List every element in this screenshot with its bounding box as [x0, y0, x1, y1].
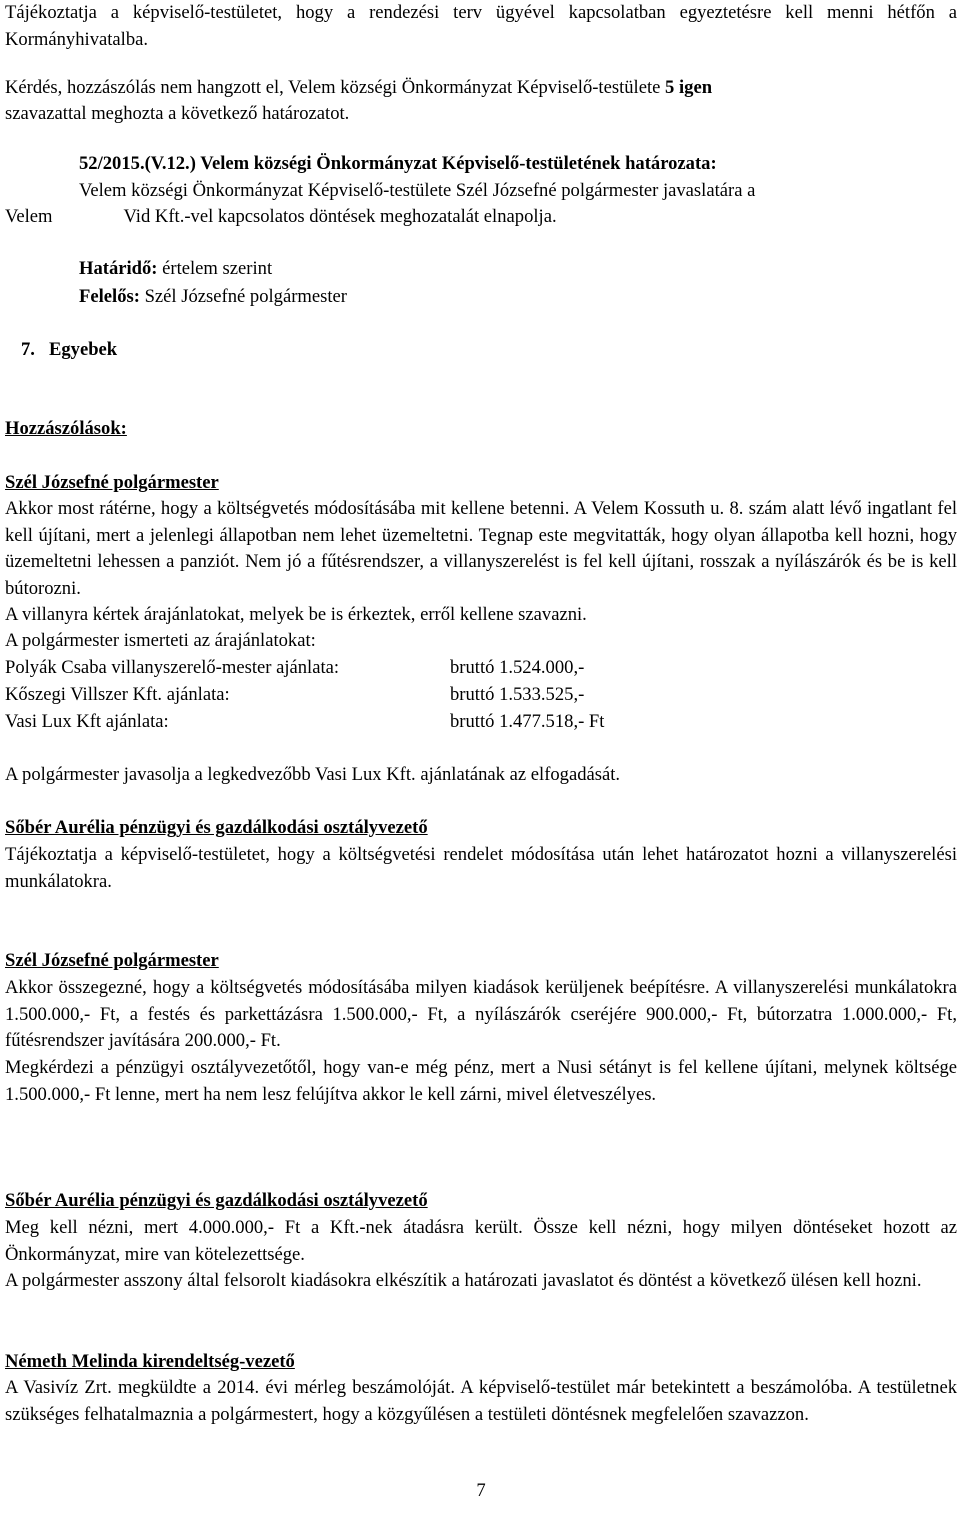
speaker-mayor-1: Szél Józsefné polgármester	[5, 472, 219, 493]
vote-text: Kérdés, hozzászólás nem hangzott el, Velem községi Önkormányzat Képviselő-testülete	[5, 77, 661, 98]
section-number: 7.	[21, 339, 35, 360]
offer-price: bruttó 1.477.518,- Ft	[450, 711, 605, 732]
vote-paragraph-line2: szavazattal meghozta a következő határozatot.	[5, 103, 350, 124]
mayor-1-line-b: A polgármester ismerteti az árajánlatokat:	[5, 630, 316, 651]
resolution-title: Velem községi Önkormányzat Képviselő-testületének határozata:	[200, 153, 717, 174]
mayor-2-text-2: Megkérdezi a pénzügyi osztályvezetőtől, hogy van-e még pénz, mert a Nusi sétányt is fel kellene újítani, melynek költsége 1.500.000,- Ft lenne, mert ha nem lesz felújítva akkor le kell zárni, mivel életveszélyes.	[5, 1057, 957, 1105]
notary-text: A Vasivíz Zrt. megküldte a 2014. évi mérleg beszámolóját. A képviselő-testület már betekintett a beszámolóba. A testületnek szükséges felhatalmaznia a polgármestert, hogy a közgyűlésen a testületi döntésnek megfelelően szavazzon.	[5, 1377, 957, 1425]
offer-row	[5, 655, 705, 681]
offer-name: Vasi Lux Kft ajánlata:	[5, 711, 169, 732]
mayor-1-line-a: A villanyra kértek árajánlatokat, melyek be is érkeztek, erről kellene szavazni.	[5, 604, 587, 625]
responsible-line	[79, 284, 347, 311]
deadline-line	[79, 256, 272, 283]
offer-price: bruttó 1.524.000,-	[450, 657, 585, 678]
deadline-label: Határidő:	[79, 258, 158, 279]
page-number: 7	[476, 1480, 486, 1501]
resolution-line2-end: Vid Kft.-vel kapcsolatos döntések meghozatalát elnapolja.	[123, 206, 557, 227]
speaker-finance-2: Sőbér Aurélia pénzügyi és gazdálkodási osztályvezető	[5, 1190, 428, 1211]
offer-name: Kőszegi Villszer Kft. ajánlata:	[5, 684, 230, 705]
resolution-heading	[79, 151, 717, 178]
speaker-mayor-2: Szél Józsefné polgármester	[5, 950, 219, 971]
vote-count: 5 igen	[665, 77, 713, 98]
mayor-1-proposal: A polgármester javasolja a legkedvezőbb Vasi Lux Kft. ajánlatának az elfogadását.	[5, 764, 621, 785]
speaker-notary: Németh Melinda kirendeltség-vezető	[5, 1351, 295, 1372]
speaker-finance-1: Sőbér Aurélia pénzügyi és gazdálkodási osztályvezető	[5, 817, 428, 838]
section-heading	[21, 337, 117, 364]
responsible-label: Felelős:	[79, 286, 140, 307]
offer-name: Polyák Csaba villanyszerelő-mester ajánlata:	[5, 657, 340, 678]
mayor-1-text: Akkor most rátérne, hogy a költségvetés módosításába mit kellene betenni. A Velem Kossuth u. 8. szám alatt lévő ingatlant fel kell újítani, mert a jelenlegi állapotban nem lehet üzemeltetni. Tegnap este megvitatták, hogy olyan állapotba kell hozni, hogy üzemeltetni lehessen a panziót. Nem jó a fűtésrendszer, a villanyszerelést is fel kell újítani, rosszak a nyílászárók és be is kell bútorozni.	[5, 498, 957, 599]
intro-paragraph: Tájékoztatja a képviselő-testületet, hogy a rendezési terv ügyével kapcsolatban egyeztetésre kell menni hétfőn a Kormányhivatalba.	[5, 2, 957, 50]
finance-2-text-1: Meg kell nézni, mert 4.000.000,- Ft a Kft.-nek átadásra került. Össze kell nézni, hogy milyen döntéseket hozott az Önkormányzat, mire van kötelezettsége.	[5, 1217, 957, 1265]
offer-row	[5, 682, 705, 708]
offer-price: bruttó 1.533.525,-	[450, 684, 585, 705]
comments-heading: Hozzászólások:	[5, 418, 127, 439]
finance-2-text-2: A polgármester asszony által felsorolt kiadásokra elkészítik a határozati javaslatot és döntést a következő ülésen kell hozni.	[5, 1270, 922, 1291]
section-title: Egyebek	[48, 339, 118, 360]
vote-paragraph	[5, 75, 957, 102]
offer-row	[5, 709, 705, 735]
resolution-line2-start: Velem	[5, 206, 53, 227]
mayor-2-text-1: Akkor összegezné, hogy a költségvetés módosításába milyen kiadások kerüljenek beépítésre. A villanyszerelési munkálatokra 1.500.000,- Ft, a festés és parkettázásra 1.500.000,- Ft, a nyílászárók cseréjére 900.000,- Ft, bútorzatra 1.000.000,- Ft, fűtésrendszer javítására 200.000,- Ft.	[5, 977, 957, 1051]
responsible-value: Szél Józsefné polgármester	[139, 286, 347, 307]
resolution-number: 52/2015.(V.12.)	[79, 153, 196, 174]
finance-1-text: Tájékoztatja a képviselő-testületet, hogy a költségvetési rendelet módosítása után lehet határozatot hozni a villanyszerelési munkálatokra.	[5, 844, 957, 892]
deadline-value: értelem szerint	[157, 258, 273, 279]
resolution-line2	[5, 204, 557, 231]
resolution-line1: Velem községi Önkormányzat Képviselő-testülete Szél Józsefné polgármester javaslatára a	[79, 180, 756, 201]
